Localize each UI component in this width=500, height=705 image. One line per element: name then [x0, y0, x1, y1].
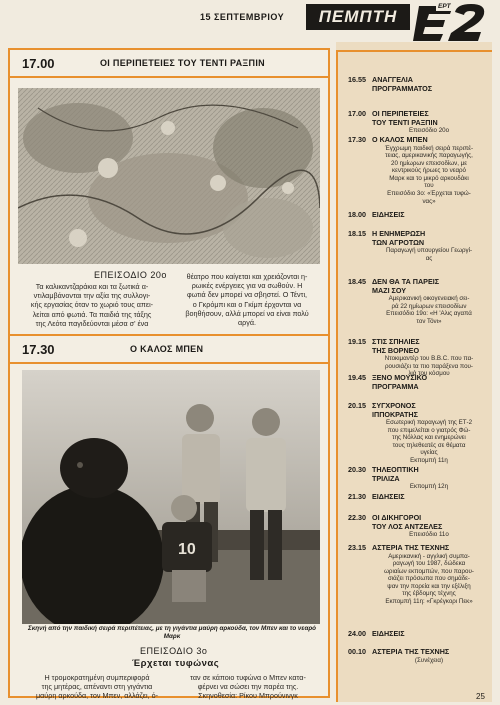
- schedule-item: [348, 76, 490, 93]
- schedule-item-description: (Συνέχεια): [414, 656, 444, 664]
- schedule-item-title: 20.30 ΤΗΛΕΟΠΤΙΚΗ ΤΡΙΛΙΖΑ: [348, 465, 419, 483]
- schedule-item-description: Ντοκιμαντέρ του B.B.C. που πα- ρουσιάζει τα πιο παράξενα που- λιά του κόσμου: [384, 355, 474, 378]
- schedule-item: [348, 648, 490, 664]
- schedule-item-title: 17.00 ΟΙ ΠΕΡΙΠΕΤΕΙΕΣ ΤΟΥ ΤΕΝΤΙ ΡΑΞΠΙΝ: [348, 109, 438, 127]
- section-time: 17.00: [22, 56, 55, 71]
- section2-episode-title: Έρχεται τυφώνας: [132, 658, 220, 669]
- schedule-time: 21.30: [348, 492, 366, 501]
- cartoon-illustration: [18, 88, 320, 264]
- schedule-time: 19.45: [348, 373, 366, 382]
- schedule-item-description: Εσωτερική παραγωγή της ΕΤ-2 που επιμελείται ο γιατρός Φώ- της Νόλλας και ενημερώνει τους τηλεθεατές σε θέματα υγείας Εκπομπή 11η: [385, 419, 473, 464]
- schedule-time: 16.55: [348, 75, 366, 84]
- schedule-item: [348, 466, 490, 491]
- schedule-time: 17.30: [348, 135, 366, 144]
- page-number: 25: [476, 692, 485, 701]
- schedule-item-title: 20.15 ΣΥΓΧΡΟΝΟΣ ΙΠΠΟΚΡΑΤΗΣ: [348, 401, 418, 419]
- schedule-item-title: 18.45 ΔΕΝ ΘΑ ΤΑ ΠΑΡΕΙΣ ΜΑΖΙ ΣΟΥ: [348, 277, 440, 295]
- schedule-item-title: 19.45 ΞΕΝΟ ΜΟΥΣΙΚΟ ΠΡΟΓΡΑΜΜΑ: [348, 373, 428, 391]
- schedule-time: 23.15: [348, 543, 366, 552]
- ert-logo-text: ΕΡΤ: [438, 3, 451, 10]
- schedule-item: [348, 211, 490, 220]
- schedule-time: 18.00: [348, 210, 366, 219]
- schedule-time: 18.15: [348, 229, 366, 238]
- schedule-item-title: 24.00 ΕΙΔΗΣΕΙΣ: [348, 629, 405, 638]
- schedule-item-description: Αμερικανική οικογενειακή σει- ρά 22 ημίωρων επεισοδίων Επεισόδιο 19ο: «Η 'Αλις αγαπά τον Τόνι»: [386, 295, 472, 325]
- section1-episode: ΕΠΕΙΣΟΔΙΟ 20ο: [94, 270, 167, 280]
- schedule-item-title: 18.00 ΕΙΔΗΣΕΙΣ: [348, 210, 405, 219]
- schedule-item-title: 22.30 ΟΙ ΔΙΚΗΓΟΡΟΙ ΤΟΥ ΛΟΣ ΑΝΤΖΕΛΕΣ: [348, 513, 443, 531]
- schedule-item: [348, 230, 490, 262]
- section1-text-col2: θέατρο που καίγεται και χρειάζονται η- ρωικές ενέργειες για να σωθούν. Η φωτιά δεν μπορεί να σβηστεί. Ο Τέντι, ο Γκρόμπι και ο Γκίμπ έρχονται να βοηθήσουν, αλλά μπορεί να είναι πολύ αργά.: [185, 272, 309, 328]
- schedule-item: [348, 136, 490, 205]
- schedule-item: [348, 374, 490, 391]
- schedule-item: [348, 110, 490, 135]
- schedule-item: [348, 544, 490, 606]
- schedule-time: 20.30: [348, 465, 366, 474]
- schedule-item-title: 16.55 ΑΝΑΓΓΕΛΙΑ ΠΡΟΓΡΑΜΜΑΤΟΣ: [348, 75, 433, 93]
- schedule-time: 17.00: [348, 109, 366, 118]
- svg-text:10: 10: [178, 541, 196, 558]
- schedule-item-description: Παραγωγή υπουργείου Γεωργί- ας: [385, 247, 473, 262]
- schedule-item-description: Επεισόδιο 11ο: [409, 531, 449, 538]
- schedule-item-title: 17.30 Ο ΚΑΛΟΣ ΜΠΕΝ: [348, 135, 428, 144]
- section-header-teddy: [10, 50, 328, 78]
- schedule-time: 19.15: [348, 337, 366, 346]
- page-header: [0, 0, 500, 38]
- schedule-time: 18.45: [348, 277, 366, 286]
- schedule-time: 22.30: [348, 513, 366, 522]
- schedule-item-description: Έγχρωμη παιδική σειρά περιπέ- τειας, αμερικανικής παραγωγής, 20 ημίωρων επεισοδίων, με κεντρικούς ήρωες το νεαρό Μαρκ και το μικρό αρκουδάκι του Επεισόδιο 3ο: «Έρχεται τυφώ- νας»: [384, 144, 474, 205]
- photo-caption: Σκηνή από την παιδική σειρά περιπέτειας, με τη γιγάντια μαύρη αρκούδα, τον Μπεν και το νεαρό Μαρκ: [27, 625, 317, 640]
- section2-episode: ΕΠΕΙΣΟΔΙΟ 3ο: [140, 646, 208, 656]
- section1-text-col1: Τα καλικαντζαράκια και τα ξωτικά α- ντιλαμβάνονται την αξία της συλλογι- κής εργασίας όταν το χωριό τους απει- λείται από φωτιά. Τα παιδιά της τάξης της Λεότα παγιδεύονται μέσα σ' ένα: [30, 282, 154, 328]
- header-date: 15 ΣΕΠΤΕΜΒΡΙΟΥ: [200, 12, 285, 22]
- schedule-item-description: Εκπομπή 12η: [409, 483, 449, 490]
- schedule-item-title: 00.10 ΑΣΤΕΡΙΑ ΤΗΣ ΤΕΧΝΗΣ: [348, 647, 450, 656]
- schedule-time: 00.10: [348, 647, 366, 656]
- schedule-column: [336, 42, 492, 702]
- schedule-item: [348, 338, 490, 378]
- schedule-time: 24.00: [348, 629, 366, 638]
- schedule-item-description: Αμερικανική - αγγλική συμπα- ραγωγή του 1987, δώδεκα ωριαίων εκπομπών, που παρου- σιάζει πρόσωπα που σημάδε- ψαν την πορεία και την εξέλιξη της έβδομης τέχνης Εκπομπή 11η: «Γκρέγκορι Πεκ»: [384, 552, 474, 606]
- schedule-item: [348, 514, 490, 539]
- schedule-item-description: Επεισόδιο 20ο: [408, 127, 450, 134]
- section-title: ΟΙ ΠΕΡΙΠΕΤΕΙΕΣ ΤΟΥ ΤΕΝΤΙ ΡΑΞΠΙΝ: [100, 58, 265, 68]
- schedule-box: [336, 50, 492, 702]
- schedule-item-title: 23.15 ΑΣΤΕΡΙΑ ΤΗΣ ΤΕΧΝΗΣ: [348, 543, 450, 552]
- schedule-item: [348, 278, 490, 325]
- section-title: Ο ΚΑΛΟΣ ΜΠΕΝ: [130, 344, 204, 354]
- schedule-item-title: 21.30 ΕΙΔΗΣΕΙΣ: [348, 492, 405, 501]
- schedule-item: [348, 630, 490, 639]
- section-header-gentle-ben: [10, 334, 328, 364]
- schedule-item-title: 18.15 Η ΕΝΗΜΕΡΩΣΗ ΤΩΝ ΑΓΡΟΤΩΝ: [348, 229, 426, 247]
- section-time: 17.30: [22, 342, 55, 357]
- section2-text-col1: Η τρομοκρατημένη συμπεριφορά της μητέρας, απέναντι στη γιγάντια μαύρη αρκούδα, τον Μπεν, αλλάζει, ό-: [36, 673, 158, 701]
- schedule-item: [348, 493, 490, 502]
- schedule-item-title: 19.15 ΣΤΙΣ ΣΠΗΛΙΕΣ ΤΗΣ ΒΟΡΝΕΟ: [348, 337, 420, 355]
- header-day: ΠΕΜΠΤΗ: [306, 4, 410, 30]
- schedule-time: 20.15: [348, 401, 366, 410]
- section2-text-col2: ταν σε κάποιο τυφώνα ο Μπεν κατα- φέρνει να σώσει την παρέα της. Σκηνοθεσία: Ρίκου Μπρούνινγκ: [190, 673, 306, 701]
- featured-programs: [8, 48, 330, 701]
- gentle-ben-photo: [22, 370, 320, 624]
- schedule-item: [348, 402, 490, 465]
